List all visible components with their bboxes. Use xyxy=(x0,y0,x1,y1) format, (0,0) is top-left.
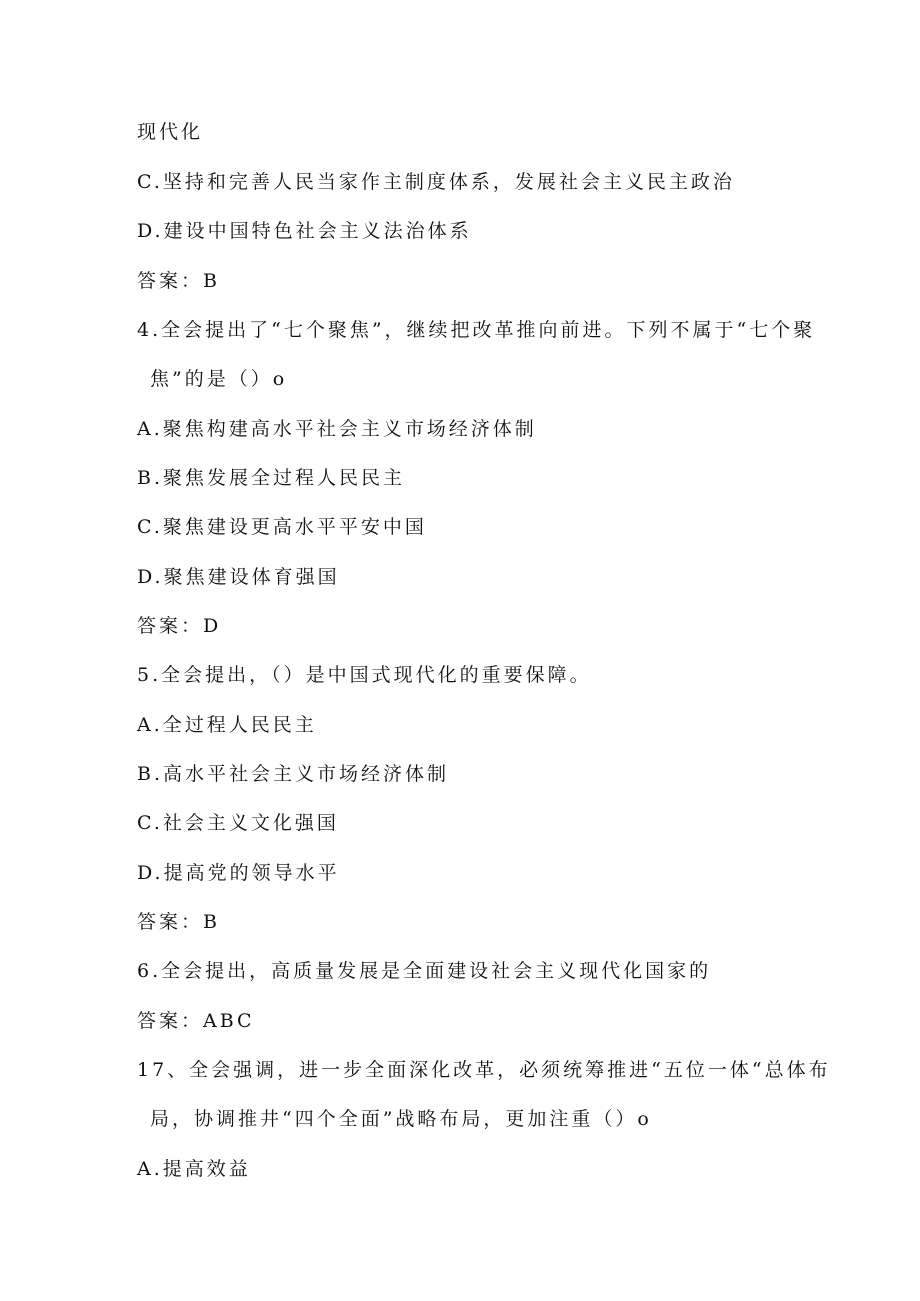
option-a: A.全过程人民民主 xyxy=(137,714,317,736)
question-4-continued: 焦”的是（）o xyxy=(150,368,288,390)
option-b: B.聚焦发展全过程人民民主 xyxy=(137,467,406,489)
question-5: 5.全会提出，（）是中国式现代化的重要保障。 xyxy=(137,664,592,686)
answer: 答案：D xyxy=(137,615,222,637)
option-c: C.聚焦建设更高水平平安中国 xyxy=(137,516,427,538)
question-17: 17、全会强调，进一步全面深化改革，必须统筹推进“五位一体“总体布 xyxy=(137,1059,831,1081)
option-b: B.高水平社会主义市场经济体制 xyxy=(137,763,450,785)
question-4: 4.全会提出了“七个聚焦”，继续把改革推向前进。下列不属于“七个聚 xyxy=(137,319,816,341)
answer: 答案：B xyxy=(137,270,220,292)
answer: 答案：ABC xyxy=(137,1010,255,1032)
option-a: A.提高效益 xyxy=(137,1158,251,1180)
question-6: 6.全会提出，高质量发展是全面建设社会主义现代化国家的 xyxy=(137,960,712,982)
option-a: A.聚焦构建高水平社会主义市场经济体制 xyxy=(137,418,537,440)
option-c: C.社会主义文化强国 xyxy=(137,812,339,834)
option-d: D.建设中国特色社会主义法治体系 xyxy=(137,220,472,242)
answer: 答案：B xyxy=(137,911,220,933)
question-17-continued: 局，协调推井“四个全面”战略布局，更加注重（）o xyxy=(150,1108,652,1130)
option-d: D.聚焦建设体育强国 xyxy=(137,566,340,588)
option-d: D.提高党的领导水平 xyxy=(137,862,340,884)
option-c: C.坚持和完善人民当家作主制度体系，发展社会主义民主政治 xyxy=(137,171,735,193)
text-line: 现代化 xyxy=(137,121,204,143)
